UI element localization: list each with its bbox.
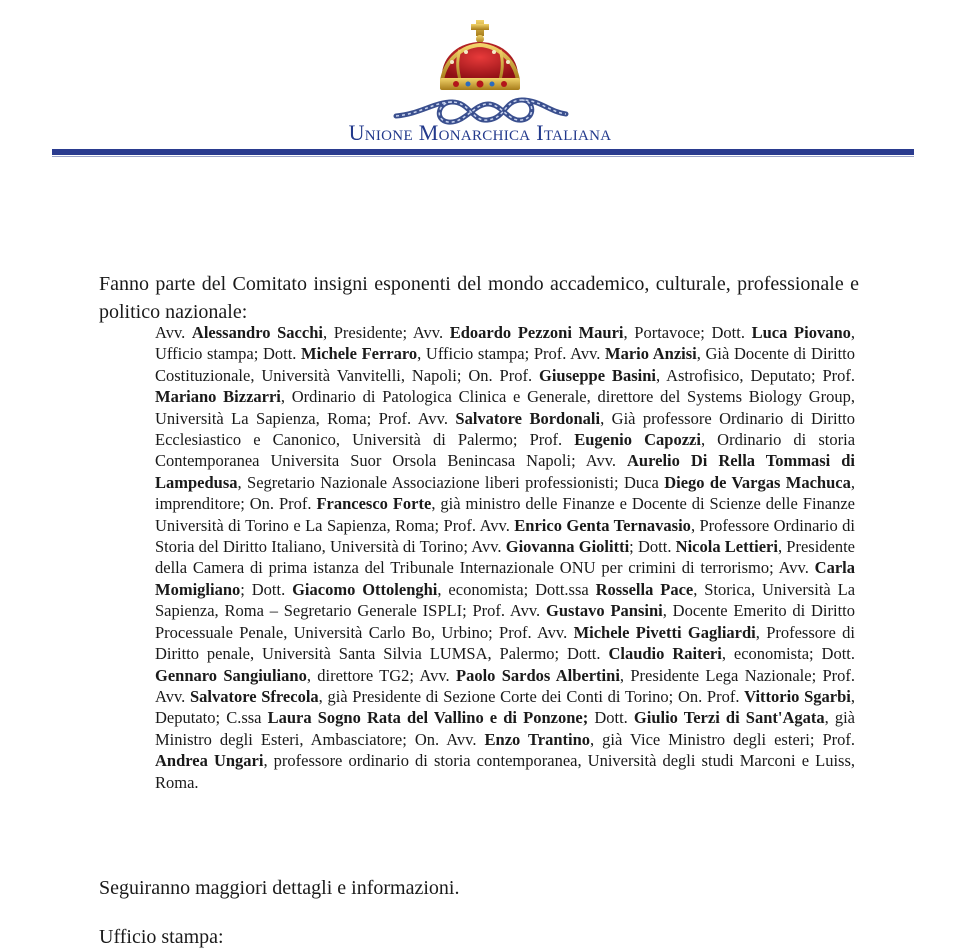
- member-role: , già Presidente di Sezione Corte dei Conti di Torino;: [318, 686, 678, 706]
- member-role: , economista;: [437, 579, 536, 599]
- member-role: , Deputato;: [155, 686, 855, 728]
- member-title: Prof. Avv.: [499, 622, 574, 642]
- member-name: Michele Pivetti Gagliardi: [573, 622, 756, 642]
- member-name: Luca Piovano: [751, 323, 851, 342]
- member-title: Dott.: [251, 579, 293, 599]
- member-title: Avv.: [155, 323, 192, 342]
- member-title: Prof.: [529, 430, 575, 450]
- intro-paragraph: Fanno parte del Comitato insigni esponenti del mondo accademico, culturale, professionale e politico nazionale:: [99, 273, 859, 323]
- member-title: Dott.: [637, 537, 676, 557]
- member-role: , Ordinario di storia Contemporanea Universita Suor Orsola Benincasa Napoli;: [155, 430, 856, 471]
- member-role: , Astrofisico, Deputato;: [655, 365, 823, 385]
- member-name: Eugenio Capozzi: [574, 430, 701, 450]
- member-name: Edoardo Pezzoni Mauri: [449, 323, 624, 342]
- member-name: Giovanna Giolitti: [505, 537, 630, 557]
- member-title: Dott.: [711, 323, 752, 342]
- member-name: Diego de Vargas Machuca: [664, 472, 851, 492]
- member-title: Prof. Avv.: [378, 408, 456, 428]
- member-role: , Professore Ordinario di Storia del Diritto Italiano, Università di Torino;: [155, 515, 856, 557]
- member-entry: [471, 537, 638, 556]
- member-name: Francesco Forte: [316, 494, 432, 514]
- member-entry: [567, 644, 821, 663]
- member-entry: [419, 666, 822, 685]
- member-entry: [252, 580, 535, 599]
- member-title: Prof. Avv.: [155, 665, 856, 706]
- member-role: , professore ordinario di storia contemporanea, Università degli studi Marconi e Luiss, Roma.: [155, 751, 855, 792]
- member-role: ;: [629, 537, 638, 557]
- org-name: Unione Monarchica Italiana: [348, 120, 612, 145]
- member-name: Gustavo Pansini: [545, 601, 663, 621]
- member-role: , Ufficio stampa;: [155, 323, 856, 364]
- member-role: ;: [240, 579, 252, 599]
- member-role: , direttore TG2;: [306, 665, 420, 685]
- member-title: Dott.ssa: [535, 579, 596, 599]
- member-title: Prof. Avv.: [443, 515, 515, 535]
- member-role: , imprenditore;: [155, 472, 855, 514]
- member-role: , Già Docente di Diritto Costituzionale, Università Vanvitelli, Napoli;: [155, 344, 856, 385]
- member-entry: [155, 323, 413, 342]
- member-name: Salvatore Bordonali: [455, 408, 601, 428]
- member-name: Andrea Ungari: [155, 751, 264, 771]
- member-name: Enrico Genta Ternavasio: [514, 515, 691, 535]
- press-office-label: Ufficio stampa:: [99, 926, 224, 948]
- member-name: Carla Momigliano: [155, 558, 855, 599]
- member-role: , Portavoce;: [623, 323, 712, 342]
- member-name: Enzo Trantino: [484, 729, 591, 749]
- member-title: C.ssa: [226, 708, 268, 728]
- header-rule: [52, 149, 914, 155]
- closing-paragraph: Seguiranno maggiori dettagli e informazioni.: [99, 877, 460, 899]
- member-role: , Presidente Lega Nazionale;: [619, 665, 823, 685]
- member-role: , Ordinario di Patologica Clinica e Generale, direttore del Systems Biology Group, Università La Sapienza, Roma;: [155, 387, 855, 428]
- member-role: , già Ministro degli Esteri, Ambasciatore;: [155, 708, 856, 749]
- member-name: Claudio Raiteri: [608, 644, 722, 664]
- member-title: On. Prof.: [468, 365, 539, 385]
- member-entry: [263, 344, 534, 363]
- member-entry: [468, 366, 822, 385]
- member-name: Salvatore Sfrecola: [189, 686, 319, 706]
- member-title: Dott.: [262, 344, 302, 364]
- member-role: , già Vice Ministro degli esteri;: [590, 729, 823, 749]
- member-title: Prof. Avv.: [533, 344, 606, 364]
- member-name: Rossella Pace: [595, 579, 694, 599]
- member-title: Prof. Avv.: [472, 601, 546, 621]
- crown-knot-logo-icon: [390, 18, 570, 130]
- member-role: , Ufficio stampa;: [417, 344, 534, 364]
- member-role: , Presidente della Camera di prima istanza del Tribunale Internazionale ONU per crimini di terrorismo;: [155, 537, 856, 578]
- member-title: Avv.: [412, 323, 450, 342]
- member-name: Laura Sogno Rata del Vallino e di Ponzone;: [267, 708, 589, 728]
- member-role: , Storica, Università La Sapienza, Roma – Segretario Generale ISPLI;: [155, 579, 856, 621]
- member-title: Avv.: [471, 537, 506, 557]
- member-title: Prof.: [822, 365, 855, 385]
- member-name: Nicola Lettieri: [675, 537, 778, 557]
- committee-members-list: [155, 322, 855, 793]
- member-name: Mariano Bizzarri: [155, 387, 281, 407]
- member-name: Giulio Terzi di Sant'Agata: [633, 708, 825, 728]
- member-role: , Docente Emerito di Diritto Processuale Penale, Università Carlo Bo, Urbino;: [155, 601, 856, 642]
- member-name: Alessandro Sacchi: [191, 323, 323, 342]
- member-name: Mario Anzisi: [605, 344, 697, 364]
- member-title: Prof.: [822, 729, 855, 749]
- member-name: Michele Ferraro: [301, 344, 418, 364]
- member-title: On. Prof.: [677, 686, 745, 706]
- member-title: Avv.: [585, 451, 628, 471]
- member-name: Gennaro Sangiuliano: [155, 665, 307, 685]
- member-role: , Professore di Diritto penale, Università Santa Silvia LUMSA, Palermo;: [155, 622, 856, 664]
- member-name: Paolo Sardos Albertini: [456, 665, 620, 685]
- member-title: Avv.: [419, 665, 456, 685]
- member-name: Aurelio Di Rella Tommasi di Lampedusa: [155, 451, 855, 492]
- member-title: On. Prof.: [249, 494, 317, 514]
- member-title: Dott.: [821, 644, 855, 664]
- member-role: , già ministro delle Finanze e Docente di Scienze delle Finanze Università di Torino e La Sapienza, Roma;: [155, 494, 855, 535]
- member-title: On. Avv.: [414, 729, 485, 749]
- member-title: Dott.: [567, 644, 609, 664]
- member-entry: [415, 730, 823, 749]
- header-rule-thin: [52, 156, 914, 157]
- member-name: Giuseppe Basini: [539, 365, 656, 385]
- member-role: , Presidente;: [322, 323, 413, 342]
- member-title: Dott.: [594, 708, 634, 728]
- member-title: Duca: [624, 472, 665, 492]
- member-entry: [226, 708, 594, 727]
- member-entry: [413, 323, 712, 342]
- member-name: Giacomo Ottolenghi: [292, 579, 438, 599]
- member-name: Vittorio Sgarbi: [744, 686, 851, 706]
- member-role: , Segretario Nazionale Associazione liberi professionisti;: [237, 472, 625, 492]
- member-title: Avv.: [778, 558, 815, 578]
- member-role: , economista;: [721, 644, 822, 664]
- member-role: , Già professore Ordinario di Diritto Ecclesiastico e Canonico, Università di Palermo;: [155, 408, 855, 450]
